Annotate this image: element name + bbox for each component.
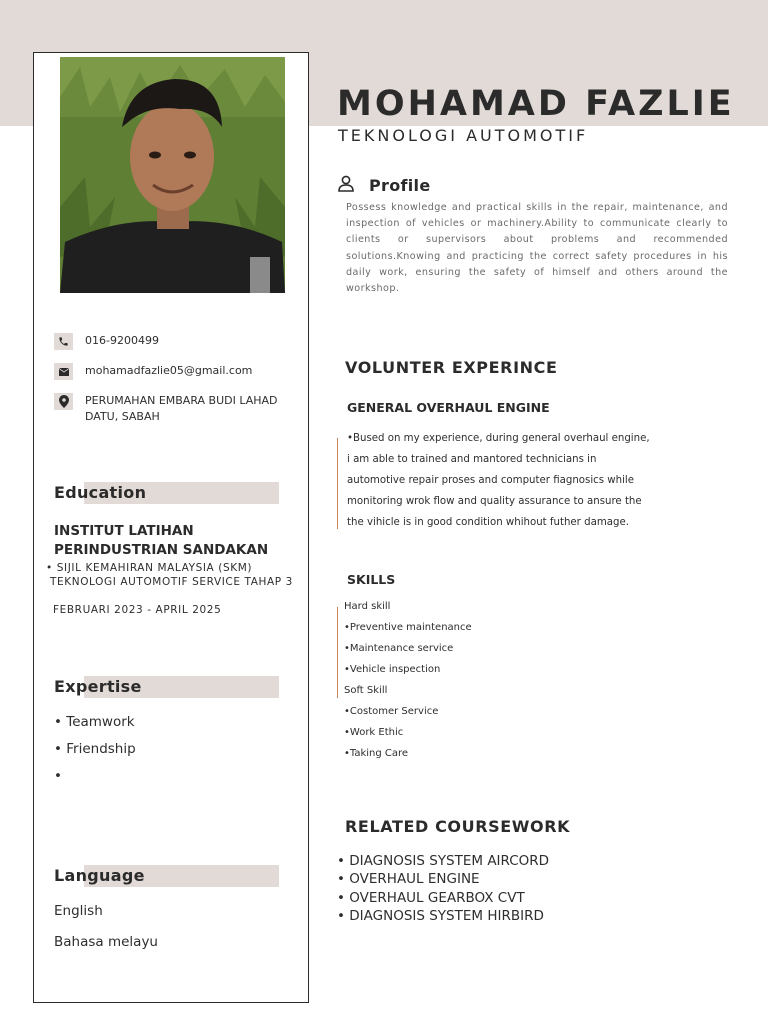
skills-timeline-line <box>337 607 338 698</box>
institution-line-2: PERINDUSTRIAN SANDAKAN <box>54 542 269 558</box>
expertise-heading <box>54 676 279 698</box>
contact-phone <box>54 333 159 350</box>
contact-email <box>54 363 252 380</box>
volunteer-heading: VOLUNTER EXPERINCE <box>345 358 558 377</box>
skills-heading: SKILLS <box>347 572 396 587</box>
volunteer-description <box>347 431 650 536</box>
candidate-name: MOHAMAD FAZLIE <box>337 84 735 124</box>
profile-summary: Possess knowledge and practical skills in the repair, maintenance, and inspection of vehicles or machinery.Ability to communicate clearly to clients or supervisors about problems and recommended solutions.Knowing and practicing the correct safety procedures in his daily work, ensuring the safety of himself and others around the workshop. <box>346 202 728 295</box>
certificate-line-2: TEKNOLOGI AUTOMOTIF SERVICE TAHAP 3 <box>50 576 293 588</box>
skills-line: •Costomer Service <box>344 706 439 717</box>
expertise-item: • <box>54 768 62 784</box>
coursework-item: • DIAGNOSIS SYSTEM AIRCORD <box>337 853 550 869</box>
person-icon <box>337 175 355 196</box>
coursework-item: • OVERHAUL GEARBOX CVT <box>337 889 525 906</box>
skills-line: Hard skill <box>344 601 391 612</box>
phone-icon <box>54 333 73 350</box>
coursework-item: • DIAGNOSIS SYSTEM HIRBIRD <box>337 907 544 924</box>
skills-line: •Preventive maintenance <box>344 622 472 633</box>
address-text <box>85 393 278 425</box>
expertise-item: • Friendship <box>54 741 136 757</box>
volunteer-line: •Bused on my experience, during general overhaul engine, <box>347 433 650 444</box>
education-institution <box>54 522 304 560</box>
institution-line-1: INSTITUT LATIHAN <box>54 523 194 539</box>
profile-photo <box>60 57 285 293</box>
profile-heading <box>337 175 431 196</box>
education-heading <box>54 482 279 504</box>
volunteer-line: i am able to trained and mantored technicians in <box>347 454 597 465</box>
language-heading-label: Language <box>54 866 145 885</box>
certificate-line-1: • SIJIL KEMAHIRAN MALAYSIA (SKM) <box>46 562 253 574</box>
expertise-list <box>54 713 136 794</box>
language-item: Bahasa melayu <box>54 934 158 950</box>
coursework-heading: RELATED COURSEWORK <box>345 817 571 836</box>
language-item: English <box>54 903 103 919</box>
education-dates: FEBRUARI 2023 - APRIL 2025 <box>53 604 222 616</box>
email-address: mohamadfazlie05@gmail.com <box>85 364 253 377</box>
contact-address <box>54 393 278 425</box>
language-heading <box>54 865 279 887</box>
skills-list <box>344 600 472 768</box>
location-pin-icon <box>54 393 73 410</box>
skills-line: •Work Ethic <box>344 727 404 738</box>
phone-number: 016-9200499 <box>85 334 159 347</box>
skills-line: Soft Skill <box>344 685 388 696</box>
address-line-1: PERUMAHAN EMBARA BUDI LAHAD <box>85 394 278 407</box>
volunteer-line: monitoring wrok flow and quality assurance to ansure the <box>347 496 642 507</box>
skills-line: •Taking Care <box>344 748 409 759</box>
expertise-heading-label: Expertise <box>54 677 142 696</box>
profile-heading-label: Profile <box>369 176 431 195</box>
skills-line: •Maintenance service <box>344 643 454 654</box>
volunteer-subheading: GENERAL OVERHAUL ENGINE <box>347 400 550 415</box>
education-certificate <box>46 561 308 589</box>
volunteer-line: automotive repair proses and computer fiagnosics while <box>347 475 635 486</box>
education-heading-label: Education <box>54 483 147 502</box>
expertise-item: • Teamwork <box>54 714 135 730</box>
volunteer-line: the vihicle is in good condition whihout futher damage. <box>347 517 629 528</box>
coursework-list <box>337 852 549 925</box>
sidebar-panel <box>33 52 309 1003</box>
envelope-icon <box>54 363 73 380</box>
skills-line: •Vehicle inspection <box>344 664 441 675</box>
volunteer-timeline-line <box>337 438 338 529</box>
candidate-title: TEKNOLOGI AUTOMOTIF <box>338 126 589 145</box>
coursework-item: • OVERHAUL ENGINE <box>337 871 480 888</box>
address-line-2: DATU, SABAH <box>85 410 160 423</box>
